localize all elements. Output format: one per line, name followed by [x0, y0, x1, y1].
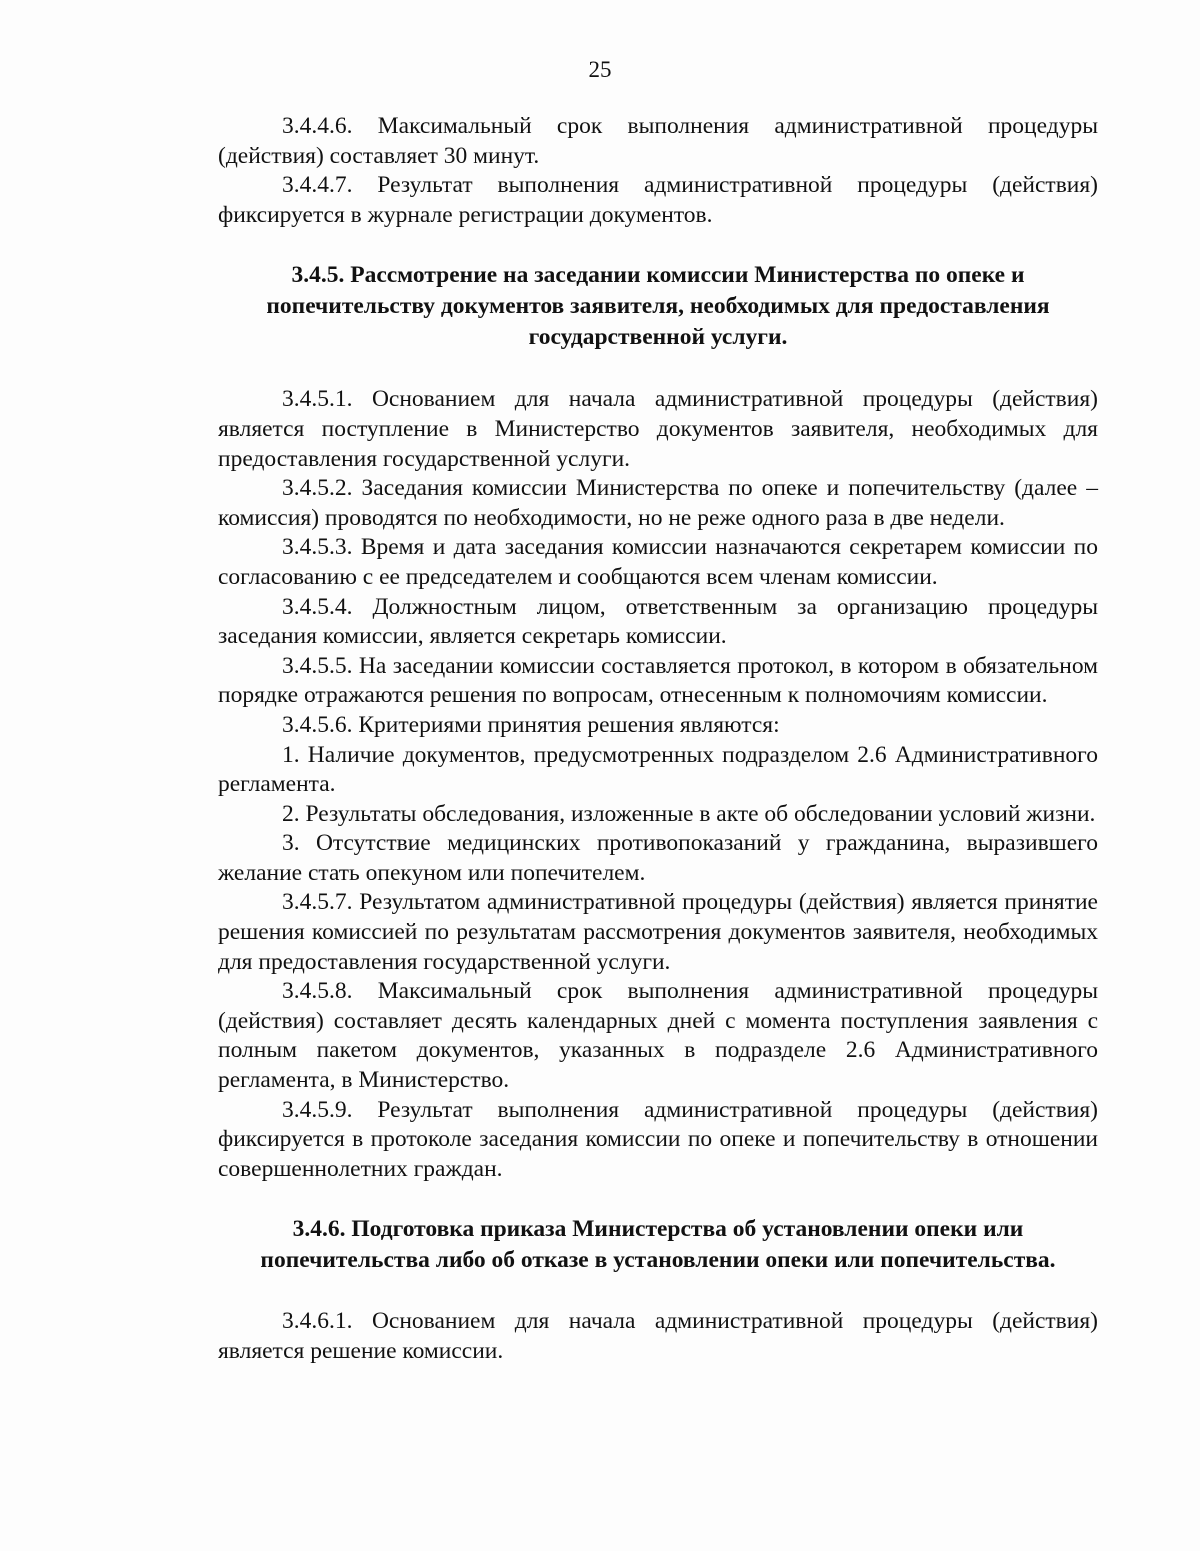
- heading-line: попечительству документов заявителя, необходимых для предоставления: [266, 293, 1050, 320]
- paragraph-3-4-5-2: 3.4.5.2. Заседания комиссии Министерства по опеке и попечительству (далее – комиссия) проводятся по необходимости, но не реже одного раза в две недели.: [218, 475, 1098, 531]
- paragraph-3-4-5-4: 3.4.5.4. Должностным лицом, ответственным за организацию процедуры заседания комиссии, является секретарь комиссии.: [218, 593, 1098, 650]
- paragraph-3-4-4-6: 3.4.4.6. Максимальный срок выполнения административной процедуры (действия) составляет 30 минут.: [218, 113, 1098, 169]
- page-number: 25: [588, 57, 612, 82]
- paragraph-3-4-5-5: 3.4.5.5. На заседании комиссии составляется протокол, в котором в обязательном порядке отражаются решения по вопросам, отнесенным к полномочиям комиссии.: [218, 652, 1098, 709]
- paragraph-3-4-5-6: 3.4.5.6. Критериями принятия решения являются:: [282, 711, 780, 738]
- criteria-item-2: 2. Результаты обследования, изложенные в акте об обследовании условий жизни.: [282, 800, 1096, 827]
- paragraph-3-4-5-1: 3.4.5.1. Основанием для начала административной процедуры (действия) является поступление в Министерство документов заявителя, необходимых для предоставления государственной услуги.: [218, 386, 1098, 472]
- paragraph-3-4-5-9: 3.4.5.9. Результат выполнения административной процедуры (действия) фиксируется в протоколе заседания комиссии по опеке и попечительству в отношении совершеннолетних граждан.: [218, 1096, 1098, 1182]
- paragraph-3-4-4-7: 3.4.4.7. Результат выполнения административной процедуры (действия) фиксируется в журнале регистрации документов.: [218, 172, 1098, 228]
- section-heading-3-4-5: [218, 260, 1098, 353]
- heading-line: попечительства либо об отказе в установлении опеки или попечительства.: [260, 1247, 1056, 1274]
- criteria-item-3: 3. Отсутствие медицинских противопоказаний у гражданина, выразившего желание стать опекуном или попечителем.: [218, 830, 1098, 886]
- section-heading-3-4-6: [218, 1214, 1098, 1276]
- heading-line: 3.4.6. Подготовка приказа Министерства об установлении опеки или: [292, 1216, 1024, 1243]
- document-body: [218, 112, 1098, 1367]
- paragraph-3-4-5-7: 3.4.5.7. Результатом административной процедуры (действия) является принятие решения комиссией по результатам рассмотрения документов заявителя, необходимых для предоставления государственной услуги.: [218, 889, 1098, 975]
- heading-line: 3.4.5. Рассмотрение на заседании комиссии Министерства по опеке и: [291, 262, 1025, 289]
- heading-line: государственной услуги.: [528, 324, 788, 351]
- criteria-item-1: 1. Наличие документов, предусмотренных подразделом 2.6 Административного регламента.: [218, 741, 1098, 798]
- paragraph-3-4-6-1: 3.4.6.1. Основанием для начала административной процедуры (действия) является решение комиссии.: [218, 1308, 1098, 1364]
- paragraph-3-4-5-8: 3.4.5.8. Максимальный срок выполнения административной процедуры (действия) составляет десять календарных дней с момента поступления заявления с полным пакетом документов, указанных в подразделе 2.6 Административного регламента, в Министерство.: [218, 978, 1098, 1094]
- paragraph-3-4-5-3: 3.4.5.3. Время и дата заседания комиссии назначаются секретарем комиссии по согласованию с ее председателем и сообщаются всем членам комиссии.: [218, 534, 1098, 590]
